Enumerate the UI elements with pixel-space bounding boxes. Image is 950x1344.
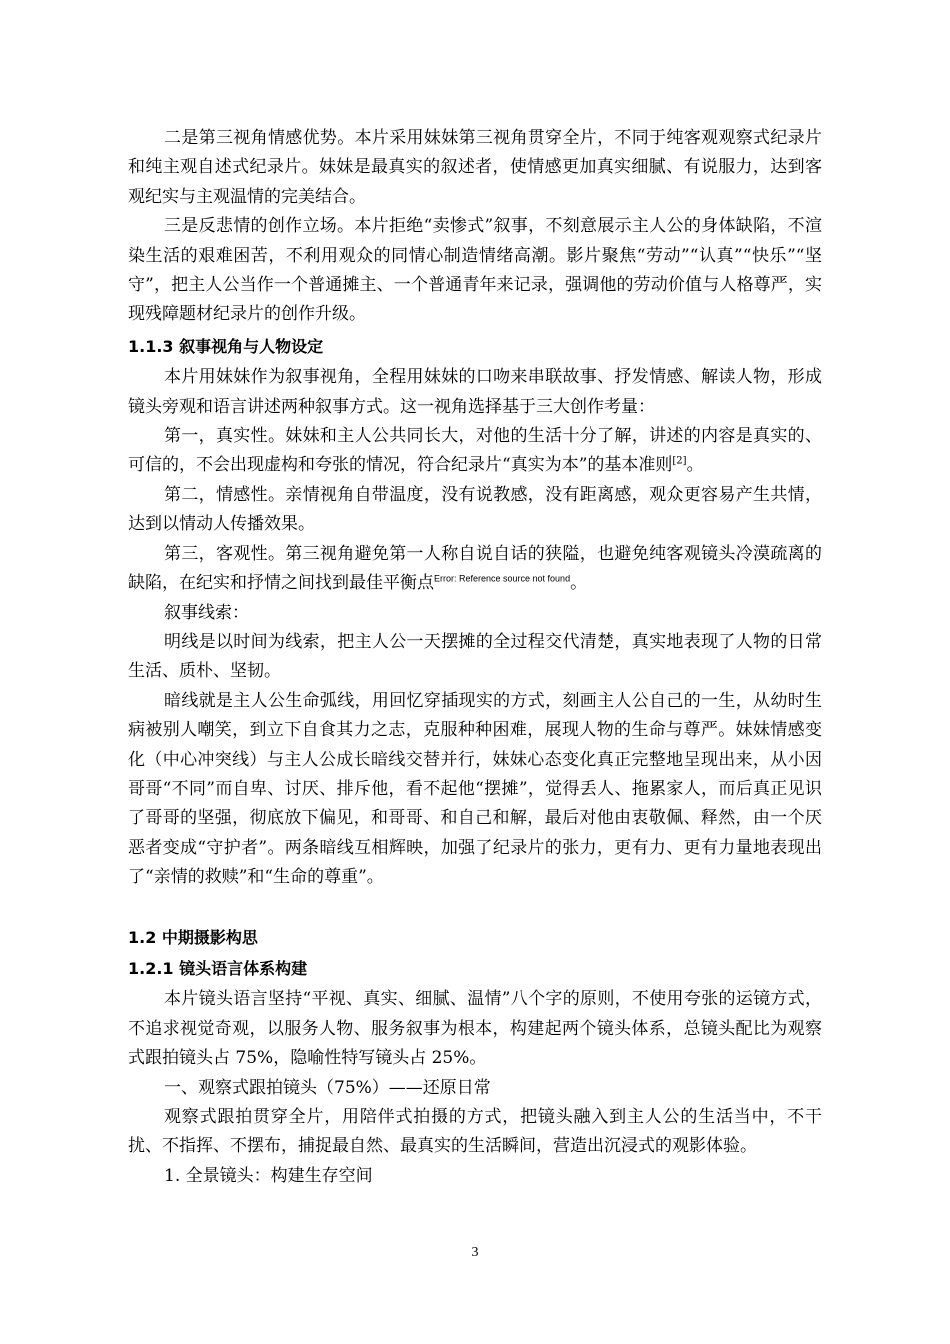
paragraph-objectivity-text: 第三，客观性。第三视角避免第一人称自说自话的狭隘，也避免纯客观镜头冷漠疏离的缺陷，在纪实和抒情之间找到最佳平衡点 bbox=[128, 543, 822, 594]
section-heading-1-1-3: 1.1.3 叙事视角与人物设定 bbox=[128, 336, 324, 356]
paragraph-emotionality: 第二，情感性。亲情视角自带温度，没有说教感，没有距离感，观众更容易产生共情，达到以情动人传播效果。 bbox=[128, 484, 822, 535]
paragraph-authenticity-text: 第一，真实性。妹妹和主人公共同长大，对他的生活十分了解，讲述的内容是真实的、可信的，不会出现虚构和夸张的情况，符合纪录片“真实为本”的基本准则 bbox=[128, 426, 822, 476]
paragraph-explicit-line: 明线是以时间为线索，把主人公一天摆摊的全过程交代清楚，真实地表现了人物的日常生活、质朴、坚韧。 bbox=[128, 631, 822, 682]
paragraph-anti-tragic-stance: 三是反悲情的创作立场。本片拒绝“卖惨式”叙事，不刻意展示主人公的身体缺陷，不渲染生活的艰难困苦，不利用观众的同情心制造情绪高潮。影片聚焦“劳动”“认真”“快乐”“坚守”，把主人公当作一个普通摊主、一个普通青年来记录，强调他的劳动价值与人格尊严，实现残障题材纪录片的创作升级。 bbox=[128, 216, 822, 325]
paragraph-observational-shots-body: 观察式跟拍贯穿全片，用陪伴式拍摄的方式，把镜头融入到主人公的生活当中，不干扰、不指挥、不摆布，捕捉最自然、最真实的生活瞬间，营造出沉浸式的观影体验。 bbox=[128, 1107, 822, 1157]
page-number: 3 bbox=[471, 1245, 479, 1260]
citation-ref-2[interactable]: [2] bbox=[672, 455, 687, 467]
paragraph-objectivity bbox=[128, 540, 822, 599]
paragraph-lens-language-principle: 本片镜头语言坚持“平视、真实、细腻、温情”八个字的原则，不使用夸张的运镜方式，不追求视觉奇观，以服务人物、服务叙事为根本，构建起两个镜头体系，总镜头配比为观察式跟拍镜头占 75%，隐喻性特写镜头占 25%。 bbox=[128, 989, 822, 1069]
paragraph-authenticity-end: 。 bbox=[686, 455, 704, 476]
paragraph-observational-shots-title: 一、观察式跟拍镜头（75%）——还原日常 bbox=[164, 1077, 491, 1098]
paragraph-authenticity bbox=[128, 422, 822, 481]
paragraph-objectivity-end: 。 bbox=[570, 573, 588, 594]
list-item-panoramic-shot: 1. 全景镜头：构建生存空间 bbox=[164, 1165, 373, 1186]
paragraph-narrative-perspective: 本片用妹妹作为叙事视角，全程用妹妹的口吻来串联故事、抒发情感、解读人物，形成镜头旁观和语言讲述两种叙事方式。这一视角选择基于三大创作考量： bbox=[128, 367, 822, 417]
section-heading-1-2: 1.2 中期摄影构思 bbox=[128, 927, 258, 947]
paragraph-implicit-line: 暗线就是主人公生命弧线，用回忆穿插现实的方式，刻画主人公自己的一生，从幼时生病被别人嘲笑，到立下自食其力之志，克服种种困难，展现人物的生命与尊严。妹妹情感变化（中心冲突线）与主人公成长暗线交替并行，妹妹心态变化真正完整地呈现出来，从小因哥哥“不同”而自卑、讨厌、排斥他，看不起他“摆摊”，觉得丢人、拖累家人，而后真正见识了哥哥的坚强，彻底放下偏见，和哥哥、和自己和解，最后对他由衷敬佩、释然，由一个厌恶者变成“守护者”。两条暗线互相辉映，加强了纪录片的张力，更有力、更有力量地表现出了“亲情的救赎”和“生命的尊重”。 bbox=[128, 690, 822, 888]
page-body bbox=[128, 124, 822, 1191]
paragraph-narrative-clues-label: 叙事线索： bbox=[164, 602, 249, 623]
paragraph-third-person-advantage: 二是第三视角情感优势。本片采用妹妹第三视角贯穿全片，不同于纯客观观察式纪录片和纯主观自述式纪录片。妹妹是最真实的叙述者，使情感更加真实细腻、有说服力，达到客观纪实与主观温情的完美结合。 bbox=[128, 128, 822, 207]
broken-reference-error: Error: Reference source not found bbox=[434, 573, 571, 584]
section-heading-1-2-1: 1.2.1 镜头语言体系构建 bbox=[128, 958, 308, 978]
